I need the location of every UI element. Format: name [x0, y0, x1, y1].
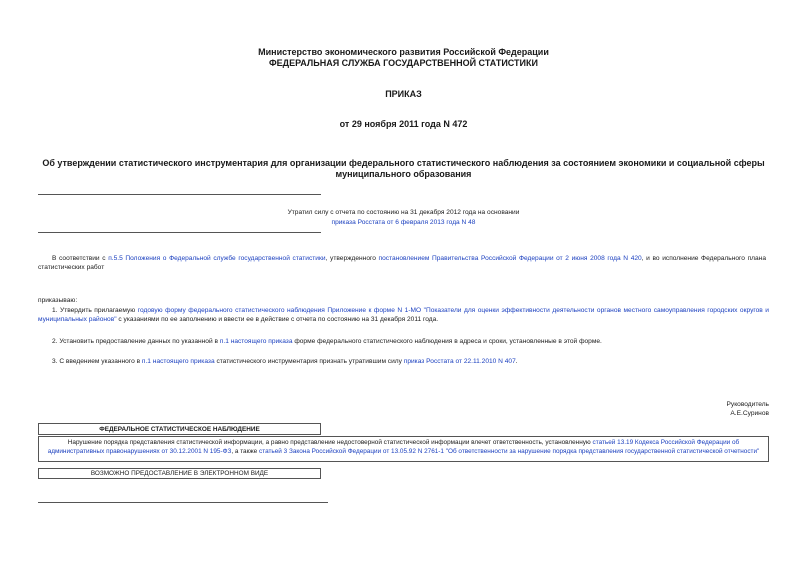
preamble-paragraph: В соответствии с п.5.5 Положения о Федеральной службе государственной статистики, утвержденного постановлением Правительства Российской Федерации от 2 июня 2008 года N 420, и во исполнение Федерального плана статистических работ: [38, 255, 766, 271]
document-title-line1: Об утверждении статистического инструментария для организации федерального статистического наблюдения за состоянием экономики и социальной сферы: [42, 158, 765, 168]
item-3: 3. С введением указанного в п.1 настоящего приказа статистического инструментария признать утратившим силу приказ Росстата от 22.11.2010 N 407.: [52, 358, 518, 365]
document-type: ПРИКАЗ: [385, 89, 422, 99]
service-name: ФЕДЕРАЛЬНАЯ СЛУЖБА ГОСУДАРСТВЕННОЙ СТАТИСТИКИ: [269, 58, 538, 68]
divider-bottom: [38, 502, 328, 503]
divider-top: [38, 194, 321, 195]
repealed-order-link[interactable]: приказ Росстата от 22.11.2010 N 407: [403, 358, 516, 365]
expiry-note: Утратил силу с отчета по состоянию на 31 декабря 2012 года на основании: [287, 209, 520, 216]
signature-role: Руководитель: [726, 401, 769, 408]
form-1-mo-link[interactable]: годовую форму федерального статистического наблюдения Приложение к форме N 1-МО "Показатели для оценки эффективности деятельности органов местного самоуправления городских округов и муниципальных районов": [38, 307, 769, 323]
government-decree-link[interactable]: постановлением Правительства Российской Федерации от 2 июня 2008 года N 420: [378, 255, 642, 262]
signature-name: А.Е.Суринов: [730, 410, 769, 417]
item-2-point-link[interactable]: п.1 настоящего приказа: [219, 338, 293, 345]
item-2: 2. Установить предоставление данных по указанной в п.1 настоящего приказа форме федерального статистического наблюдения в адреса и сроки, установленные в этой форме.: [52, 338, 602, 345]
divider-note: [38, 232, 321, 233]
regulation-link[interactable]: п.5.5 Положения о Федеральной службе государственной статистики: [108, 255, 326, 262]
warning-box: Нарушение порядка представления статистической информации, а равно представление недостоверной статистической информации влечет ответственность, установленную статьей 13.19 Кодекса Российской Федерации об административных правонарушениях от 30.12.2001 N 195-ФЗ, а также статьей 3 Закона Российской Федерации от 13.05.92 N 2761-1 "Об ответственности за нарушение порядка представления государственной статистической отчетности": [38, 436, 769, 462]
expiry-order-link[interactable]: приказа Росстата от 6 февраля 2013 года N 48: [331, 219, 476, 226]
item-3-point-link[interactable]: п.1 настоящего приказа: [141, 358, 215, 365]
ministry-name: Министерство экономического развития Российской Федерации: [258, 47, 549, 57]
document-date-number: от 29 ноября 2011 года N 472: [339, 119, 468, 129]
expiry-note-link-wrap: [0, 218, 807, 227]
admin-code-link[interactable]: статьей 13.19 Кодекса Российской Федерации об административных правонарушениях от 30.12.2001 N 195-ФЗ: [47, 439, 740, 455]
document-title-line2: муниципального образования: [335, 169, 472, 179]
law-2761-link[interactable]: статьей 3 Закона Российской Федерации от 13.05.92 N 2761-1 "Об ответственности за нарушение порядка представления государственной статистической отчетности": [259, 448, 760, 455]
order-word: приказываю:: [38, 297, 78, 304]
item-1: 1. Утвердить прилагаемую годовую форму федерального статистического наблюдения Приложение к форме N 1-МО "Показатели для оценки эффективности деятельности органов местного самоуправления городских округов и муниципальных районов" с указаниями по ее заполнению и ввести ее в действие с отчета по состоянию на 31 декабря 2011 года.: [38, 307, 769, 323]
observation-title-box: ФЕДЕРАЛЬНОЕ СТАТИСТИЧЕСКОЕ НАБЛЮДЕНИЕ: [38, 423, 321, 435]
electronic-box: ВОЗМОЖНО ПРЕДОСТАВЛЕНИЕ В ЭЛЕКТРОННОМ ВИДЕ: [38, 468, 321, 479]
